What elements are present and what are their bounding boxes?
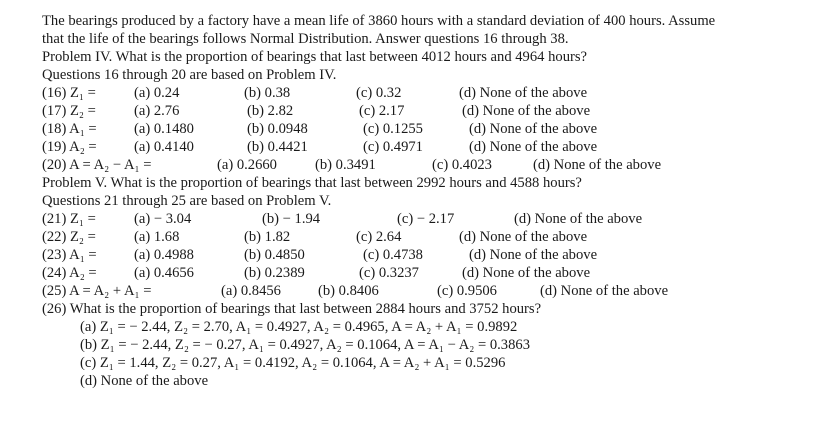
option-c: (c) − 2.17 [397, 211, 455, 227]
option-b: (b) 0.4850 [244, 247, 305, 263]
option-a: (a) 2.76 [134, 103, 180, 119]
problem-iv-note: Questions 16 through 20 are based on Problem IV. [42, 67, 337, 83]
option-a: (a) 0.24 [134, 85, 180, 101]
option-c: (c) 0.9506 [437, 283, 497, 299]
option-a: (a) 1.68 [134, 229, 180, 245]
option-a: (a) 0.4656 [134, 265, 194, 281]
question-label: (25) A = A₂ + A₁ = [42, 283, 152, 299]
question-label: (18) A₁ = [42, 121, 97, 137]
option-d: (d) None of the above [459, 85, 588, 101]
option-c: (c) 2.64 [356, 229, 402, 245]
question-label: (24) A₂ = [42, 265, 97, 281]
option-d: (d) None of the above [462, 103, 591, 119]
option-c: (c) 0.3237 [359, 265, 419, 281]
option-a: (a) 0.8456 [221, 283, 281, 299]
question-label: (20) A = A₂ − A₁ = [42, 157, 152, 173]
option-d: (d) None of the above [462, 265, 591, 281]
option-a: (a) 0.4988 [134, 247, 194, 263]
option-b: (b) 0.4421 [247, 139, 308, 155]
question-label: (19) A₂ = [42, 139, 97, 155]
option-a: (a) 0.2660 [217, 157, 277, 173]
question-label: (17) Z₂ = [42, 103, 96, 119]
option-b: (b) 0.8406 [318, 283, 379, 299]
problem-v-statement: Problem V. What is the proportion of bearings that last between 2992 hours and 4588 hours? [42, 175, 582, 191]
question-label: (22) Z₂ = [42, 229, 96, 245]
option-d: (d) None of the above [469, 121, 598, 137]
question-label: (16) Z₁ = [42, 85, 96, 101]
option-d: (d) None of the above [540, 283, 669, 299]
option-c: (c) 0.32 [356, 85, 402, 101]
option-c: (c) 2.17 [359, 103, 405, 119]
q26-option-c: (c) Z₁ = 1.44, Z₂ = 0.27, A₁ = 0.4192, A₂ = 0.1064, A = A₂ + A₁ = 0.5296 [80, 355, 506, 371]
q26-option-b: (b) Z₁ = − 2.44, Z₂ = − 0.27, A₁ = 0.4927, A₂ = 0.1064, A = A₁ − A₂ = 0.3863 [80, 337, 530, 353]
q26-option-d: (d) None of the above [80, 373, 209, 389]
option-a: (a) 0.1480 [134, 121, 194, 137]
option-d: (d) None of the above [459, 229, 588, 245]
option-b: (b) 0.0948 [247, 121, 308, 137]
question-label: (23) A₁ = [42, 247, 97, 263]
intro-line-1: The bearings produced by a factory have a mean life of 3860 hours with a standard deviation of 400 hours. Assume [42, 13, 716, 29]
option-b: (b) 2.82 [247, 103, 294, 119]
option-b: (b) 1.82 [244, 229, 291, 245]
question-26: (26) What is the proportion of bearings that last between 2884 hours and 3752 hours? [42, 301, 542, 317]
option-b: (b) 0.38 [244, 85, 291, 101]
option-c: (c) 0.1255 [363, 121, 423, 137]
problem-iv-statement: Problem IV. What is the proportion of bearings that last between 4012 hours and 4964 hours? [42, 49, 588, 65]
option-c: (c) 0.4971 [363, 139, 423, 155]
option-b: (b) 0.3491 [315, 157, 376, 173]
option-a: (a) 0.4140 [134, 139, 194, 155]
option-d: (d) None of the above [514, 211, 643, 227]
option-a: (a) − 3.04 [134, 211, 192, 227]
option-c: (c) 0.4738 [363, 247, 423, 263]
question-label: (21) Z₁ = [42, 211, 96, 227]
option-d: (d) None of the above [469, 247, 598, 263]
problem-v-note: Questions 21 through 25 are based on Problem V. [42, 193, 332, 209]
option-b: (b) 0.2389 [244, 265, 305, 281]
option-c: (c) 0.4023 [432, 157, 492, 173]
q26-option-a: (a) Z₁ = − 2.44, Z₂ = 2.70, A₁ = 0.4927, A₂ = 0.4965, A = A₂ + A₁ = 0.9892 [80, 319, 518, 335]
option-d: (d) None of the above [469, 139, 598, 155]
option-b: (b) − 1.94 [262, 211, 321, 227]
intro-line-2: that the life of the bearings follows Normal Distribution. Answer questions 16 through 38. [42, 31, 569, 47]
option-d: (d) None of the above [533, 157, 662, 173]
